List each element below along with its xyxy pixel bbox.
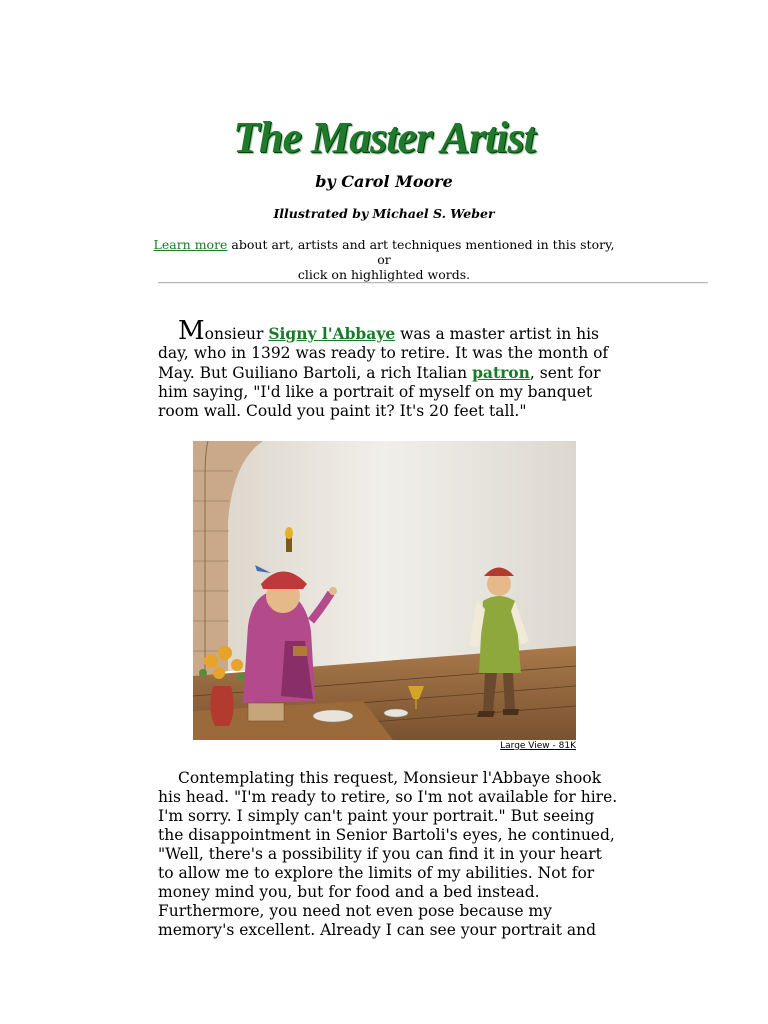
illustration-art bbox=[193, 441, 576, 740]
large-view-link[interactable]: Large View - 81K bbox=[500, 741, 576, 751]
learn-more-link[interactable]: Learn more bbox=[153, 237, 228, 252]
drop-cap: M bbox=[178, 316, 205, 346]
patron-link[interactable]: patron bbox=[472, 363, 530, 382]
paragraph-2 bbox=[158, 769, 618, 940]
paragraph-1 bbox=[158, 316, 618, 421]
intro-note bbox=[150, 237, 618, 282]
divider bbox=[158, 282, 708, 284]
signy-labbaye-link[interactable]: Signy l'Abbaye bbox=[268, 324, 396, 343]
illustrator-credit: Illustrated by Michael S. Weber bbox=[273, 206, 495, 221]
para1-text-a: onsieur bbox=[204, 325, 269, 343]
intro-text-2: click on highlighted words. bbox=[297, 267, 471, 282]
para1-text-c: , sent for him saying, "I'd like a portrait of myself on my banquet room wall. Could you paint it? It's 20 feet tall." bbox=[158, 364, 601, 420]
story-title: The Master Artist bbox=[233, 113, 535, 162]
intro-text-1: about art, artists and art techniques mentioned in this story, or bbox=[227, 237, 615, 267]
para1-text-b: was a master artist in his day, who in 1392 was ready to retire. It was the month of May. But Guiliano Bartoli, a rich Italian bbox=[158, 325, 609, 382]
story-illustration[interactable] bbox=[193, 441, 576, 740]
author-byline: by Carol Moore bbox=[315, 172, 453, 191]
para2-text: Contemplating this request, Monsieur l'Abbaye shook his head. "I'm ready to retire, so I'm not available for hire. I'm sorry. I simply can't paint your portrait." But seeing the disappointment in Senior Bartoli's eyes, he continued, "Well, there's a possibility if you can find it in your heart to allow me to explore the limits of my abilities. Not for money mind you, but for food and a bed instead. Furthermore, you need not even pose because my memory's excellent. Already I can see your portrait and bbox=[158, 769, 618, 939]
